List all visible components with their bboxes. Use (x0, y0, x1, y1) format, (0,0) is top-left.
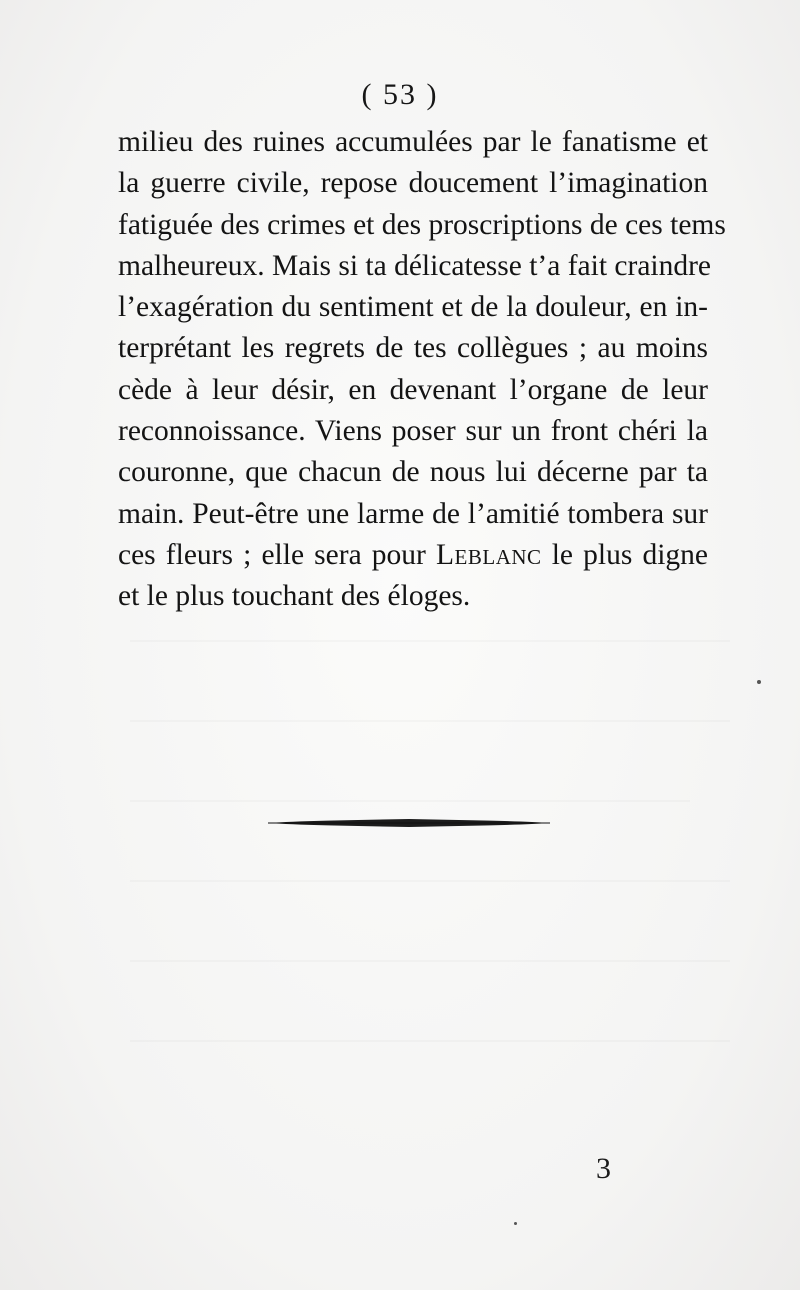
text-line: la guerre civile, repose doucement l’imagination (118, 167, 708, 200)
bleed-through (130, 880, 730, 882)
bleed-through (130, 960, 730, 962)
bleed-through (130, 800, 690, 802)
text-line: et le plus touchant des éloges. (118, 580, 471, 613)
text-fragment: ces fleurs ; elle sera pour (118, 538, 437, 571)
text-line: malheureux. Mais si ta délicatesse t’a fait craindre (118, 249, 712, 282)
body-paragraph (118, 122, 726, 618)
text-line: milieu des ruines accumulées par le fanatisme et (118, 126, 708, 158)
text-line: fatiguée des crimes et des proscriptions de ces tems (118, 208, 726, 241)
text-line (118, 535, 708, 576)
bleed-through (130, 720, 730, 722)
text-line: main. Peut-être une larme de l’amitié tombera sur (118, 497, 708, 530)
paper-speck (757, 680, 761, 684)
page-number: ( 53 ) (361, 78, 439, 111)
bleed-through (130, 1040, 730, 1042)
bleed-through (130, 640, 730, 642)
proper-name: Leblanc (436, 538, 542, 571)
text-line: l’exagération du sentiment et de la douleur, en in- (118, 291, 708, 324)
paper-speck (514, 1222, 517, 1225)
signature-mark: 3 (596, 1152, 611, 1185)
text-line: terprétant les regrets de tes collègues ; au moins (118, 332, 708, 365)
text-line: cède à leur désir, en devenant l’organe de leur (118, 373, 708, 406)
decorative-rule (268, 818, 550, 828)
text-line: reconnoissance. Viens poser sur un front chéri la (118, 415, 708, 448)
text-fragment: le plus digne (541, 538, 708, 571)
text-line: couronne, que chacun de nous lui décerne par ta (118, 456, 708, 489)
